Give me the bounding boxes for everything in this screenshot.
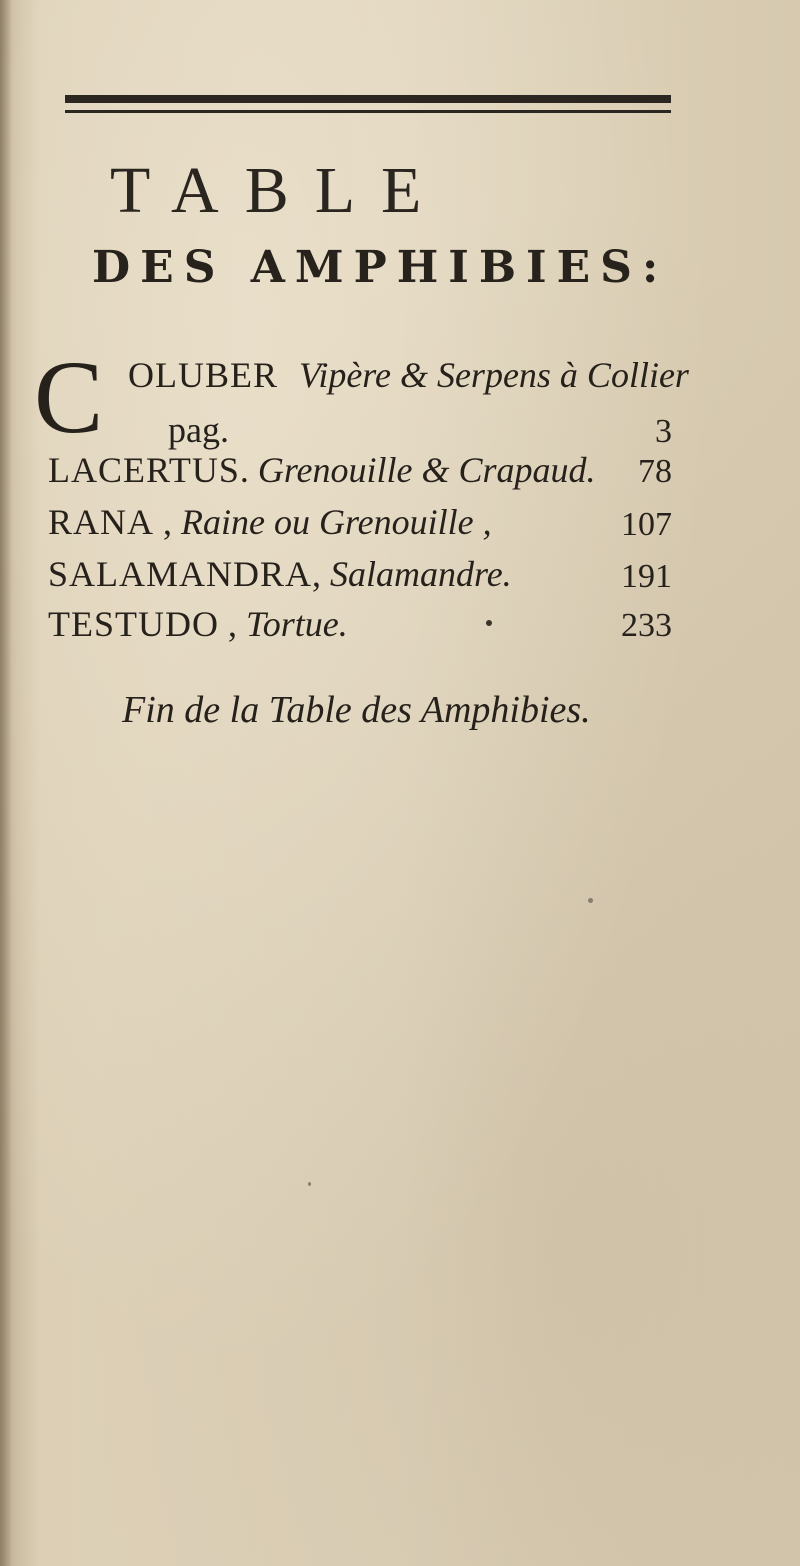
entry-page-number: 107 bbox=[621, 506, 672, 543]
ink-speck bbox=[308, 1182, 311, 1186]
ink-speck bbox=[486, 620, 492, 626]
drop-cap: C bbox=[34, 340, 104, 455]
table-entry-lacertus bbox=[48, 450, 596, 490]
entry-page-number: 233 bbox=[621, 607, 672, 644]
entry-latin-name: OLUBER bbox=[128, 355, 278, 395]
entry-separator: , bbox=[312, 554, 331, 594]
entry-separator: . bbox=[239, 450, 258, 490]
table-entry-coluber bbox=[128, 355, 689, 395]
page-label: pag. bbox=[168, 410, 229, 450]
ink-speck bbox=[588, 898, 593, 903]
page-edge-shadow bbox=[0, 0, 12, 1566]
entry-latin-name: LACERTUS bbox=[48, 450, 240, 490]
page-title: TABLE bbox=[110, 154, 448, 227]
entry-separator: , bbox=[219, 604, 246, 644]
entry-french-name: Grenouille & Crapaud. bbox=[257, 450, 596, 490]
table-entry-rana bbox=[48, 502, 492, 542]
entry-french-name: Salamandre. bbox=[330, 554, 512, 594]
entry-page-number: 78 bbox=[638, 453, 672, 490]
entry-french-name: Raine ou Grenouille , bbox=[181, 502, 492, 542]
entry-separator: , bbox=[154, 502, 182, 542]
table-entry-salamandra bbox=[48, 554, 512, 594]
entry-french-name: Tortue. bbox=[246, 604, 348, 644]
entry-page-number: 3 bbox=[655, 413, 672, 450]
header-rule-thin bbox=[65, 110, 671, 113]
header-rule-thick bbox=[65, 95, 671, 103]
entry-latin-name: SALAMANDRA bbox=[48, 554, 313, 594]
table-entry-testudo bbox=[48, 604, 348, 644]
entry-page-number: 191 bbox=[621, 558, 672, 595]
entry-latin-name: RANA bbox=[48, 502, 155, 542]
closing-line: Fin de la Table des Amphibies. bbox=[122, 689, 591, 731]
entry-french-name: Vipère & Serpens à Collier bbox=[299, 355, 689, 395]
page-subtitle: DES AMPHIBIES: bbox=[92, 242, 669, 293]
entry-latin-name: TESTUDO bbox=[48, 604, 219, 644]
